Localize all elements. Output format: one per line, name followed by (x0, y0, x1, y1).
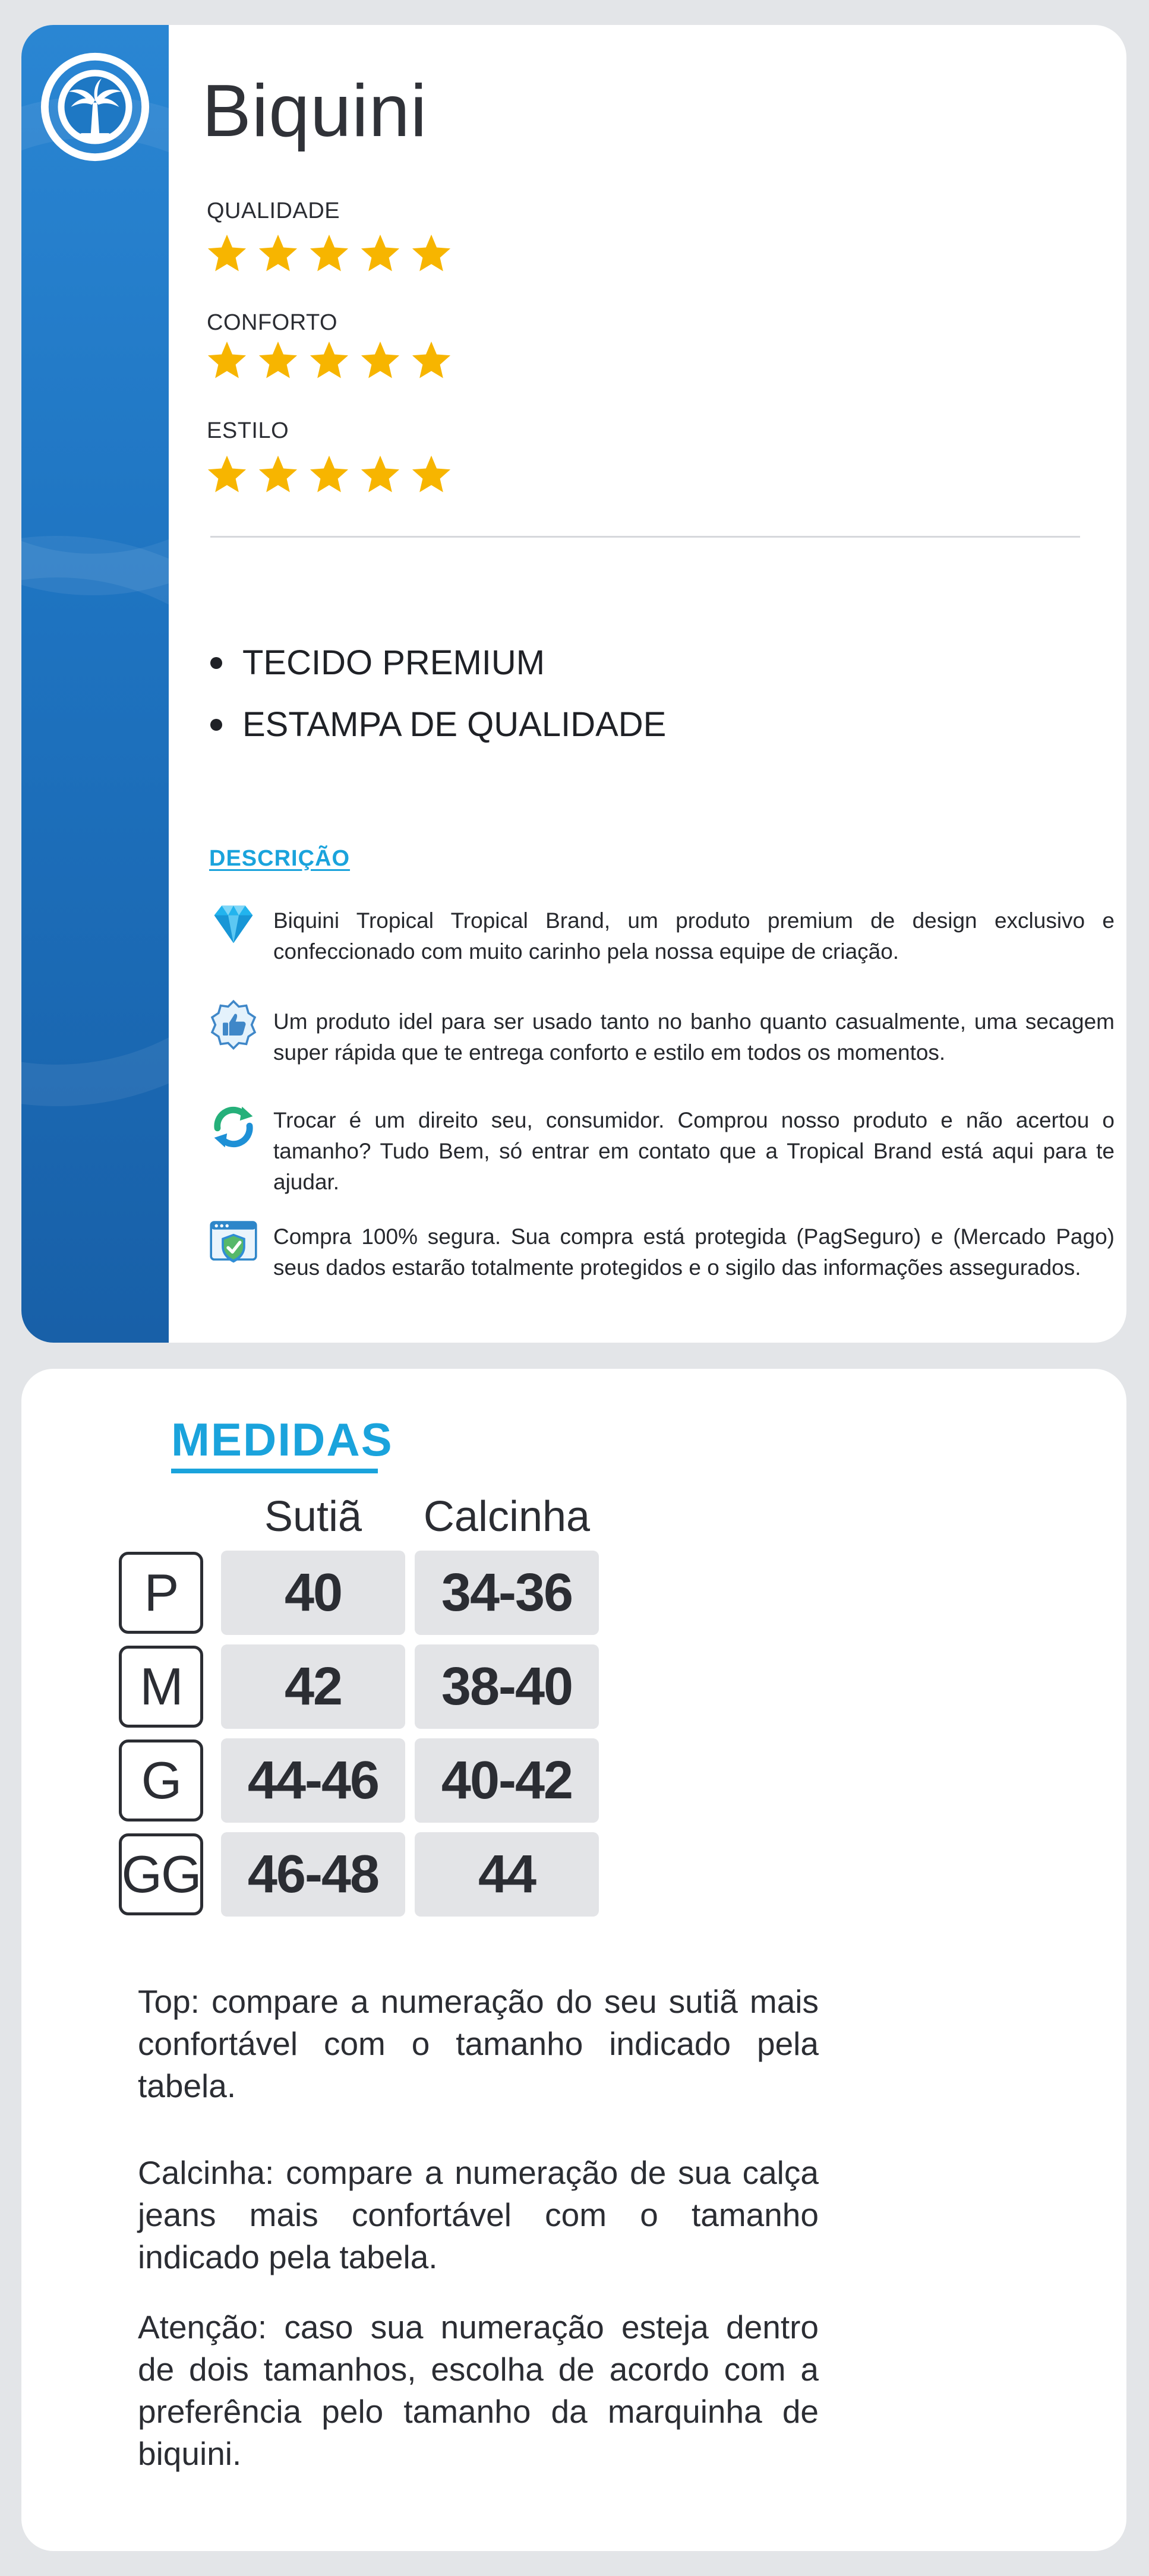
star-icon (206, 233, 248, 274)
description-text: Compra 100% segura. Sua compra está protegida (PagSeguro) e (Mercado Pago) seus dados estarão totalmente protegidos e o sigilo das informações assegurados. (273, 1224, 1115, 1280)
rating-stars-quality (206, 233, 453, 274)
size-note-calcinha: Calcinha: compare a numeração de sua calça jeans mais confortável com o tamanho indicado pela tabela. (138, 2154, 819, 2275)
table-cell-sutia: 44-46 (221, 1738, 405, 1823)
table-cell-sutia: 46-48 (221, 1832, 405, 1917)
size-label-g: G (119, 1740, 203, 1821)
bullet-icon (210, 719, 222, 731)
column-header-sutia: Sutiã (264, 1493, 362, 1540)
table-cell-calcinha: 40-42 (415, 1738, 599, 1823)
star-icon (257, 454, 299, 495)
size-note-top: Top: compare a numeração do seu sutiã mais confortável com o tamanho indicado pela tabela. (138, 1983, 819, 2104)
star-icon (308, 340, 351, 381)
star-icon (206, 340, 248, 381)
star-icon (359, 340, 402, 381)
table-cell-sutia: 42 (221, 1644, 405, 1729)
product-card (21, 25, 1126, 1343)
rating-label-quality: QUALIDADE (207, 198, 340, 223)
star-icon (206, 454, 248, 495)
description-text: Um produto idel para ser usado tanto no banho quanto casualmente, uma secagem super rápida que te entrega conforto e estilo em todos os momentos. (273, 1009, 1115, 1065)
rating-label-comfort: CONFORTO (207, 310, 338, 335)
size-label-p: P (119, 1552, 203, 1634)
band-decoration (21, 536, 169, 1106)
star-icon (359, 454, 402, 495)
table-cell-calcinha: 44 (415, 1832, 599, 1917)
feature-label: ESTAMPA DE QUALIDADE (242, 705, 667, 744)
star-icon (410, 233, 453, 274)
size-chart-title: MEDIDAS (171, 1413, 393, 1466)
rating-stars-style (206, 454, 453, 495)
size-note-attention: Atenção: caso sua numeração esteja dentro de dois tamanhos, escolha de acordo com a preferência pelo tamanho da marquinha de biquini. (138, 2309, 819, 2472)
star-icon (410, 340, 453, 381)
description-text: Trocar é um direito seu, consumidor. Comprou nosso produto e não acertou o tamanho? Tudo Bem, só entrar em contato que a Tropical Brand está aqui para te ajudar. (273, 1108, 1115, 1194)
column-header-calcinha: Calcinha (423, 1493, 591, 1540)
section-divider (210, 536, 1080, 538)
description-heading: DESCRIÇÃO (209, 846, 351, 871)
star-icon (308, 233, 351, 274)
rating-stars-comfort (206, 340, 453, 381)
thumbs-up-badge-icon (207, 998, 260, 1052)
table-cell-calcinha: 34-36 (415, 1551, 599, 1635)
star-icon (308, 454, 351, 495)
size-label-m: M (119, 1646, 203, 1728)
star-icon (257, 340, 299, 381)
feature-label: TECIDO PREMIUM (242, 643, 545, 682)
secure-shield-icon (207, 1217, 260, 1270)
table-cell-calcinha: 38-40 (415, 1644, 599, 1729)
size-label-gg: GG (119, 1833, 203, 1915)
table-cell-sutia: 40 (221, 1551, 405, 1635)
palm-logo-icon (40, 52, 150, 162)
bullet-icon (210, 657, 222, 669)
feature-item (210, 705, 666, 744)
size-chart-card (21, 1369, 1126, 2551)
band-decoration (21, 96, 169, 595)
exchange-arrows-icon (207, 1100, 260, 1154)
diamond-icon (207, 897, 260, 951)
product-title: Biquini (202, 70, 428, 152)
feature-item (210, 643, 545, 683)
description-text: Biquini Tropical Tropical Brand, um produto premium de design exclusivo e confeccionado com muito carinho pela nossa equipe de criação. (273, 908, 1115, 964)
brand-band (21, 25, 169, 1343)
star-icon (257, 233, 299, 274)
title-underline (171, 1469, 378, 1473)
star-icon (410, 454, 453, 495)
star-icon (359, 233, 402, 274)
rating-label-style: ESTILO (207, 418, 289, 443)
